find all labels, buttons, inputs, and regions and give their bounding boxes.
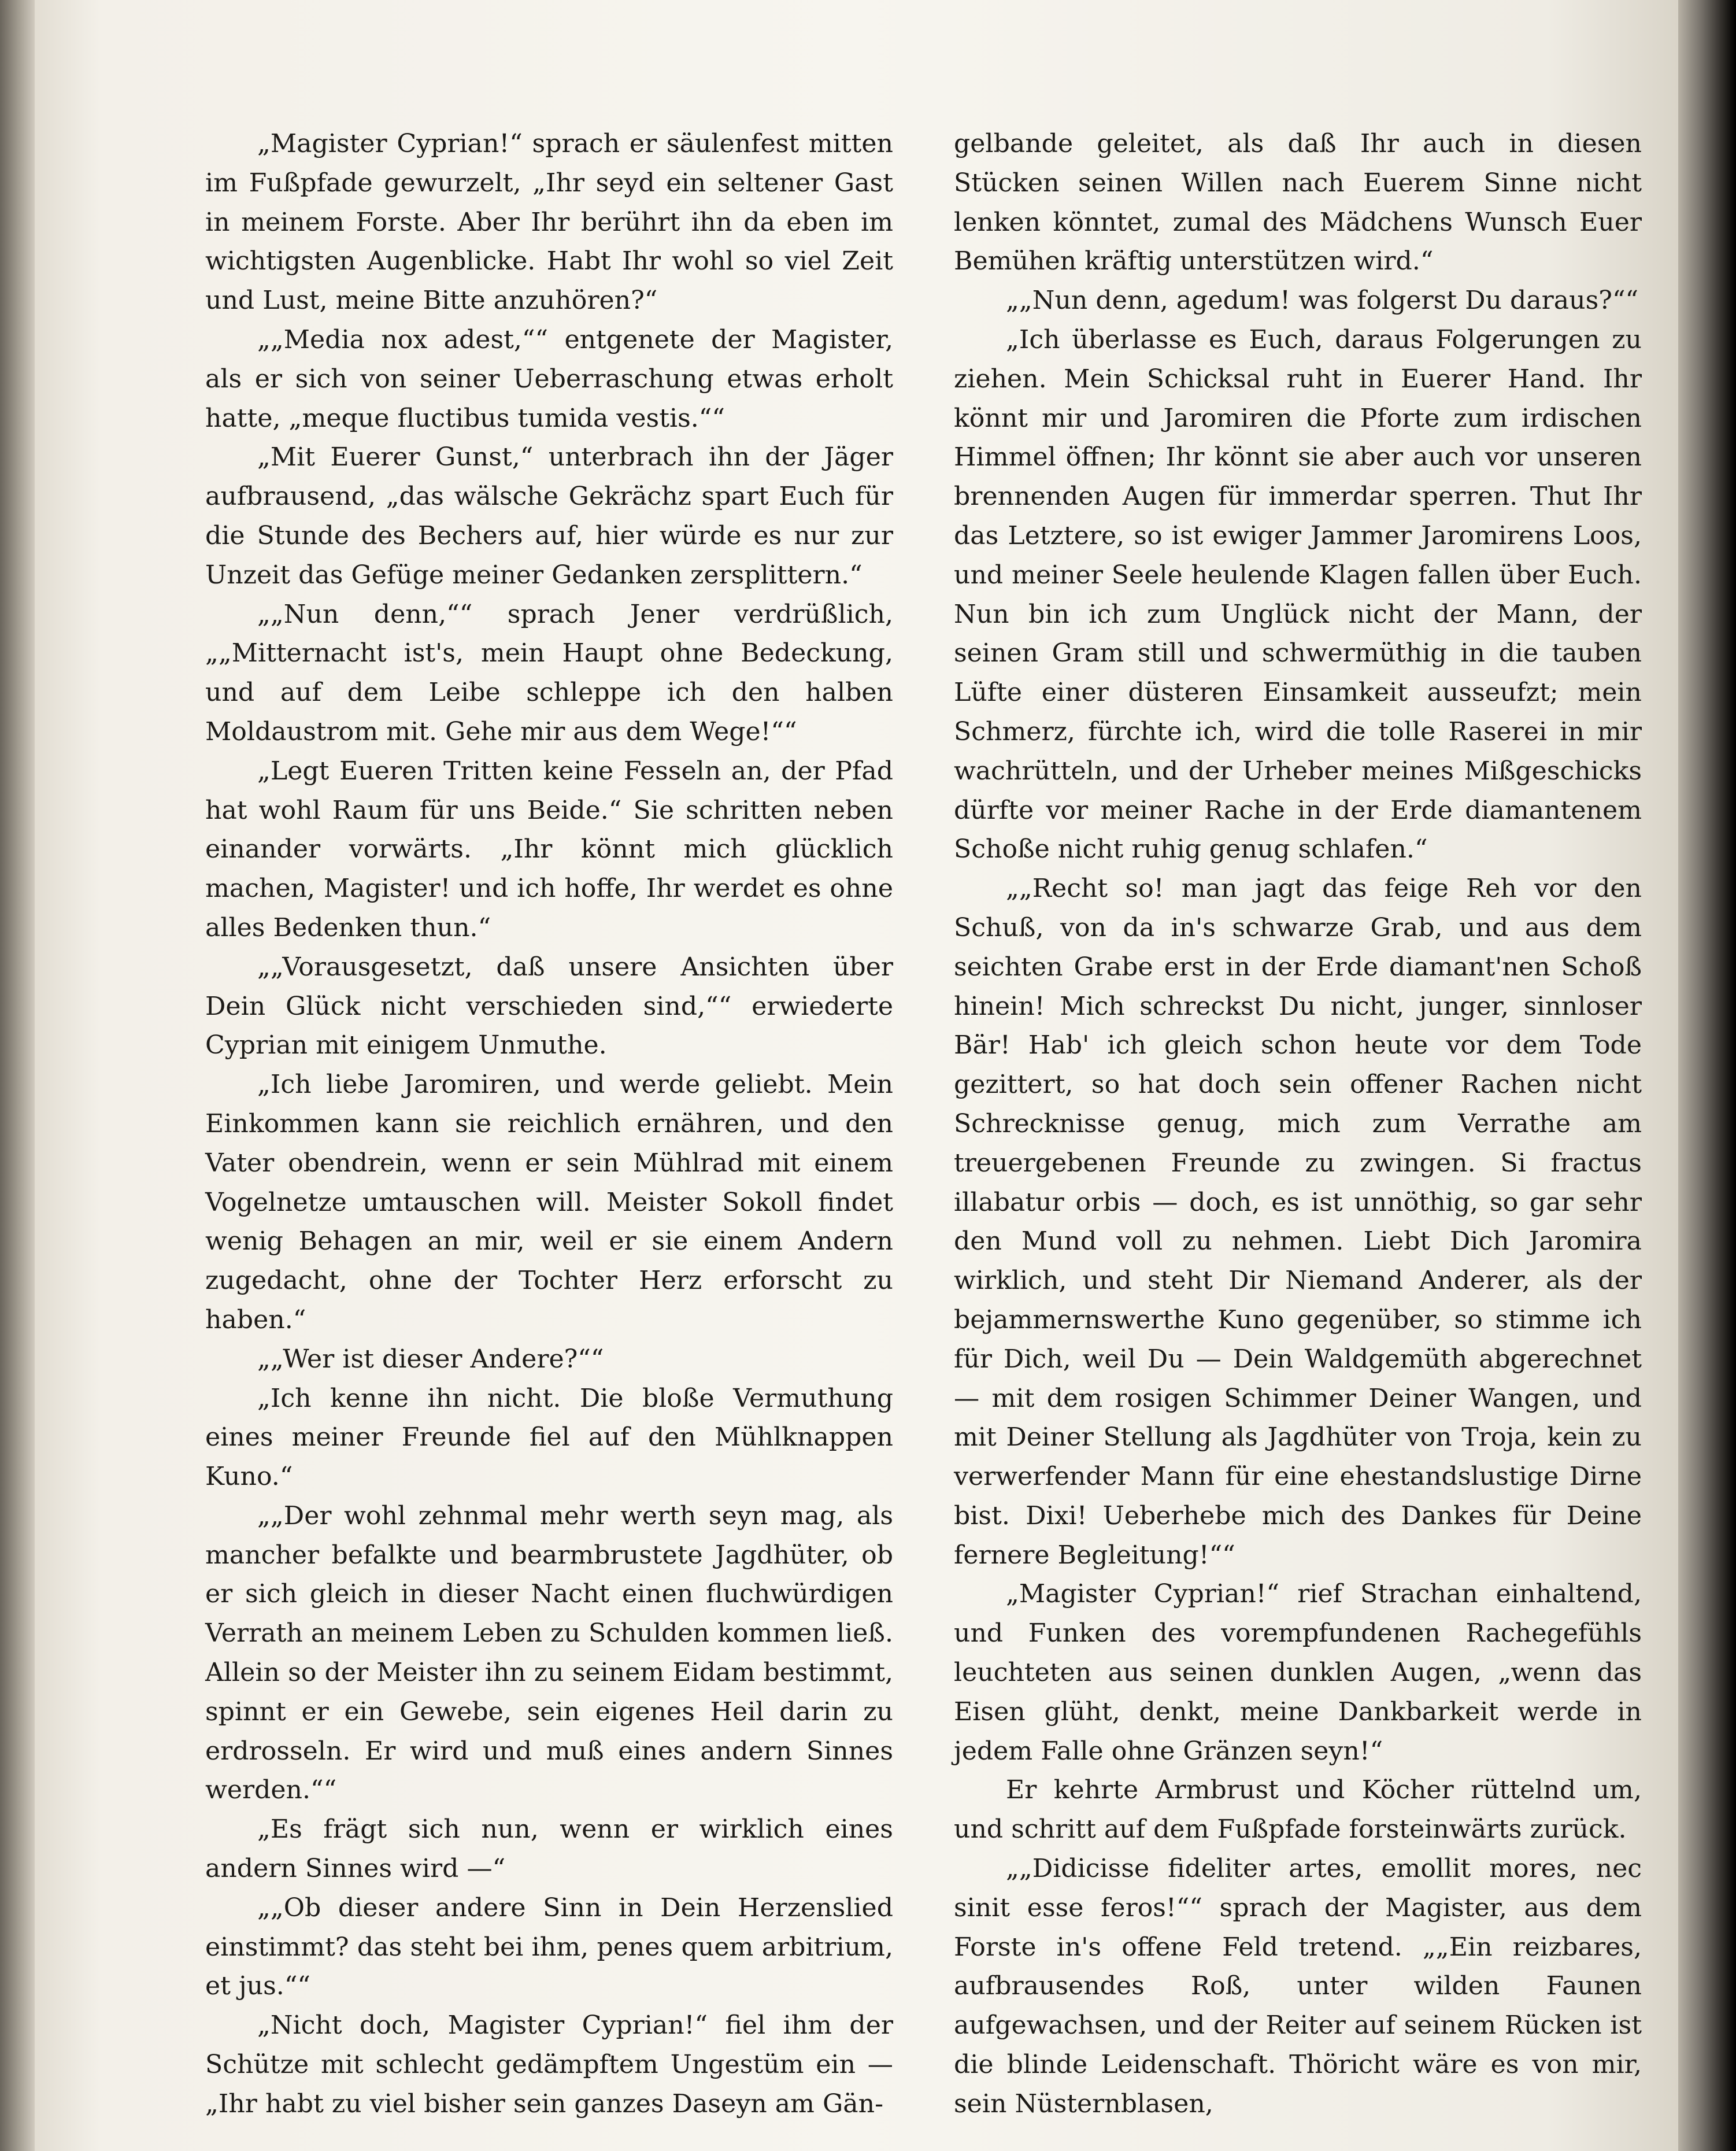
paragraph: „„Didicisse fideliter artes, emollit mores, nec sinit esse feros!““ sprach der Magister, aus dem Forste in's offene Feld tretend. „„Ein reizbares, aufbrausendes Roß, unter wilden Faunen aufgewachsen, und der Reiter auf seinem Rücken ist die blinde Leidenschaft. Thöricht wäre es von mir, sein Nüsternblasen, xyxy=(954,1854,1642,2119)
book-binding-shadow xyxy=(0,0,35,2151)
right-text-column xyxy=(954,124,1642,2124)
paragraph: „Nicht doch, Magister Cyprian!“ fiel ihm der Schütze mit schlecht gedämpftem Ungestüm ein — „Ihr habt zu viel bisher sein ganzes Daseyn am Gän- xyxy=(205,2010,893,2119)
page-edge-shadow xyxy=(1678,0,1736,2151)
paragraph: „„Nun denn, agedum! was folgerst Du daraus?““ xyxy=(1006,286,1639,316)
paragraph: „„Der wohl zehnmal mehr werth seyn mag, als mancher befalkte und bearmbrustete Jagdhüter, ob er sich gleich in dieser Nacht einen fluchwürdigen Verrath an meinem Leben zu Schulden kommen ließ. Allein so der Meister ihn zu seinem Eidam bestimmt, spinnt er ein Gewebe, sein eigenes Heil darin zu erdrosseln. Er wird und muß eines andern Sinnes werden.““ xyxy=(205,1500,893,1805)
paragraph: „Magister Cyprian!“ sprach er säulenfest mitten im Fußpfade gewurzelt, „Ihr seyd ein seltener Gast in meinem Forste. Aber Ihr berührt ihn da eben im wichtigsten Augenblicke. Habt Ihr wohl so viel Zeit und Lust, meine Bitte anzuhören?“ xyxy=(205,129,893,316)
paragraph: „Ich überlasse es Euch, daraus Folgerungen zu ziehen. Mein Schicksal ruht in Euerer Hand. Ihr könnt mir und Jaromiren die Pforte zum irdischen Himmel öffnen; Ihr könnt sie aber auch vor unseren brennenden Augen für immerdar sperren. Thut Ihr das Letztere, so ist ewiger Jammer Jaromirens Loos, und meiner Seele heulende Klagen fallen über Euch. Nun bin ich zum Unglück nicht der Mann, der seinen Gram still und schwermüthig in die tauben Lüfte einer düsteren Einsamkeit ausseufzt; mein Schmerz, fürchte ich, wird die tolle Raserei in mir wachrütteln, und der Urheber meines Mißgeschicks dürfte vor meiner Rache in der Erde diamantenem Schoße nicht ruhig genug schlafen.“ xyxy=(954,324,1642,864)
paragraph: „Ich liebe Jaromiren, und werde geliebt. Mein Einkommen kann sie reichlich ernähren, und den Vater obendrein, wenn er sein Mühlrad mit einem Vogelnetze umtauschen will. Meister Sokoll findet wenig Behagen an mir, weil er sie einem Andern zugedacht, ohne der Tochter Herz erforscht zu haben.“ xyxy=(205,1070,893,1335)
paragraph: „„Ob dieser andere Sinn in Dein Herzenslied einstimmt? das steht bei ihm, penes quem arbitrium, et jus.““ xyxy=(205,1893,893,2001)
paragraph: „Magister Cyprian!“ rief Strachan einhaltend, und Funken des vorempfundenen Rachegefühls leuchteten aus seinen dunklen Augen, „wenn das Eisen glüht, denkt, meine Dankbarkeit werde in jedem Falle ohne Gränzen seyn!“ xyxy=(954,1579,1642,1766)
paragraph: „„Media nox adest,““ entgenete der Magister, als er sich von seiner Ueberraschung etwas erholt hatte, „meque fluctibus tumida vestis.““ xyxy=(205,324,893,433)
paragraph: „„Nun denn,““ sprach Jener verdrüßlich, „„Mitternacht ist's, mein Haupt ohne Bedeckung, und auf dem Leibe schleppe ich den halben Moldaustrom mit. Gehe mir aus dem Wege!““ xyxy=(205,599,893,746)
paragraph: „„Recht so! man jagt das feige Reh vor den Schuß, von da in's schwarze Grab, und aus dem seichten Grabe erst in der Erde diamant'nen Schoß hinein! Mich schreckst Du nicht, junger, sinnloser Bär! Hab' ich gleich schon heute vor dem Tode gezittert, so hat doch sein offener Rachen nicht Schrecknisse genug, mich zum Verrathe am treuergebenen Freunde zu zwingen. Si fractus illabatur orbis — doch, es ist unnöthig, so gar sehr den Mund voll zu nehmen. Liebt Dich Jaromira wirklich, und steht Dir Niemand Anderer, als der bejammernswerthe Kuno gegenüber, so stimme ich für Dich, weil Du — Dein Waldgemüth abgerechnet — mit dem rosigen Schimmer Deiner Wangen, und mit Deiner Stellung als Jagdhüter von Troja, kein zu verwerfender Mann für eine ehestandslustige Dirne bist. Dixi! Ueberhebe mich des Dankes für Deine fernere Begleitung!““ xyxy=(954,874,1642,1570)
left-text-column xyxy=(205,124,893,2124)
paragraph: „Legt Eueren Tritten keine Fesseln an, der Pfad hat wohl Raum für uns Beide.“ Sie schritten neben einander vorwärts. „Ihr könnt mich glücklich machen, Magister! und ich hoffe, Ihr werdet es ohne alles Bedenken thun.“ xyxy=(205,756,893,943)
paragraph-continued: gelbande geleitet, als daß Ihr auch in diesen Stücken seinen Willen nach Euerem Sinne nicht lenken könntet, zumal des Mädchens Wunsch Euer Bemühen kräftig unterstützen wird.“ xyxy=(954,129,1642,276)
paragraph: „Ich kenne ihn nicht. Die bloße Vermuthung eines meiner Freunde fiel auf den Mühlknappen Kuno.“ xyxy=(205,1383,893,1492)
paragraph: „Mit Euerer Gunst,“ unterbrach ihn der Jäger aufbrausend, „das wälsche Gekrächz spart Euch für die Stunde des Bechers auf, hier würde es nur zur Unzeit das Gefüge meiner Gedanken zersplittern.“ xyxy=(205,442,893,590)
paragraph: „Es frägt sich nun, wenn er wirklich eines andern Sinnes wird —“ xyxy=(205,1814,893,1884)
paragraph: „„Wer ist dieser Andere?““ xyxy=(257,1344,604,1374)
paragraph: Er kehrte Armbrust und Köcher rüttelnd um, und schritt auf dem Fußpfade forsteinwärts zurück. xyxy=(954,1775,1642,1845)
paragraph: „„Vorausgesetzt, daß unsere Ansichten über Dein Glück nicht verschieden sind,““ erwiederte Cyprian mit einigem Unmuthe. xyxy=(205,952,893,1060)
